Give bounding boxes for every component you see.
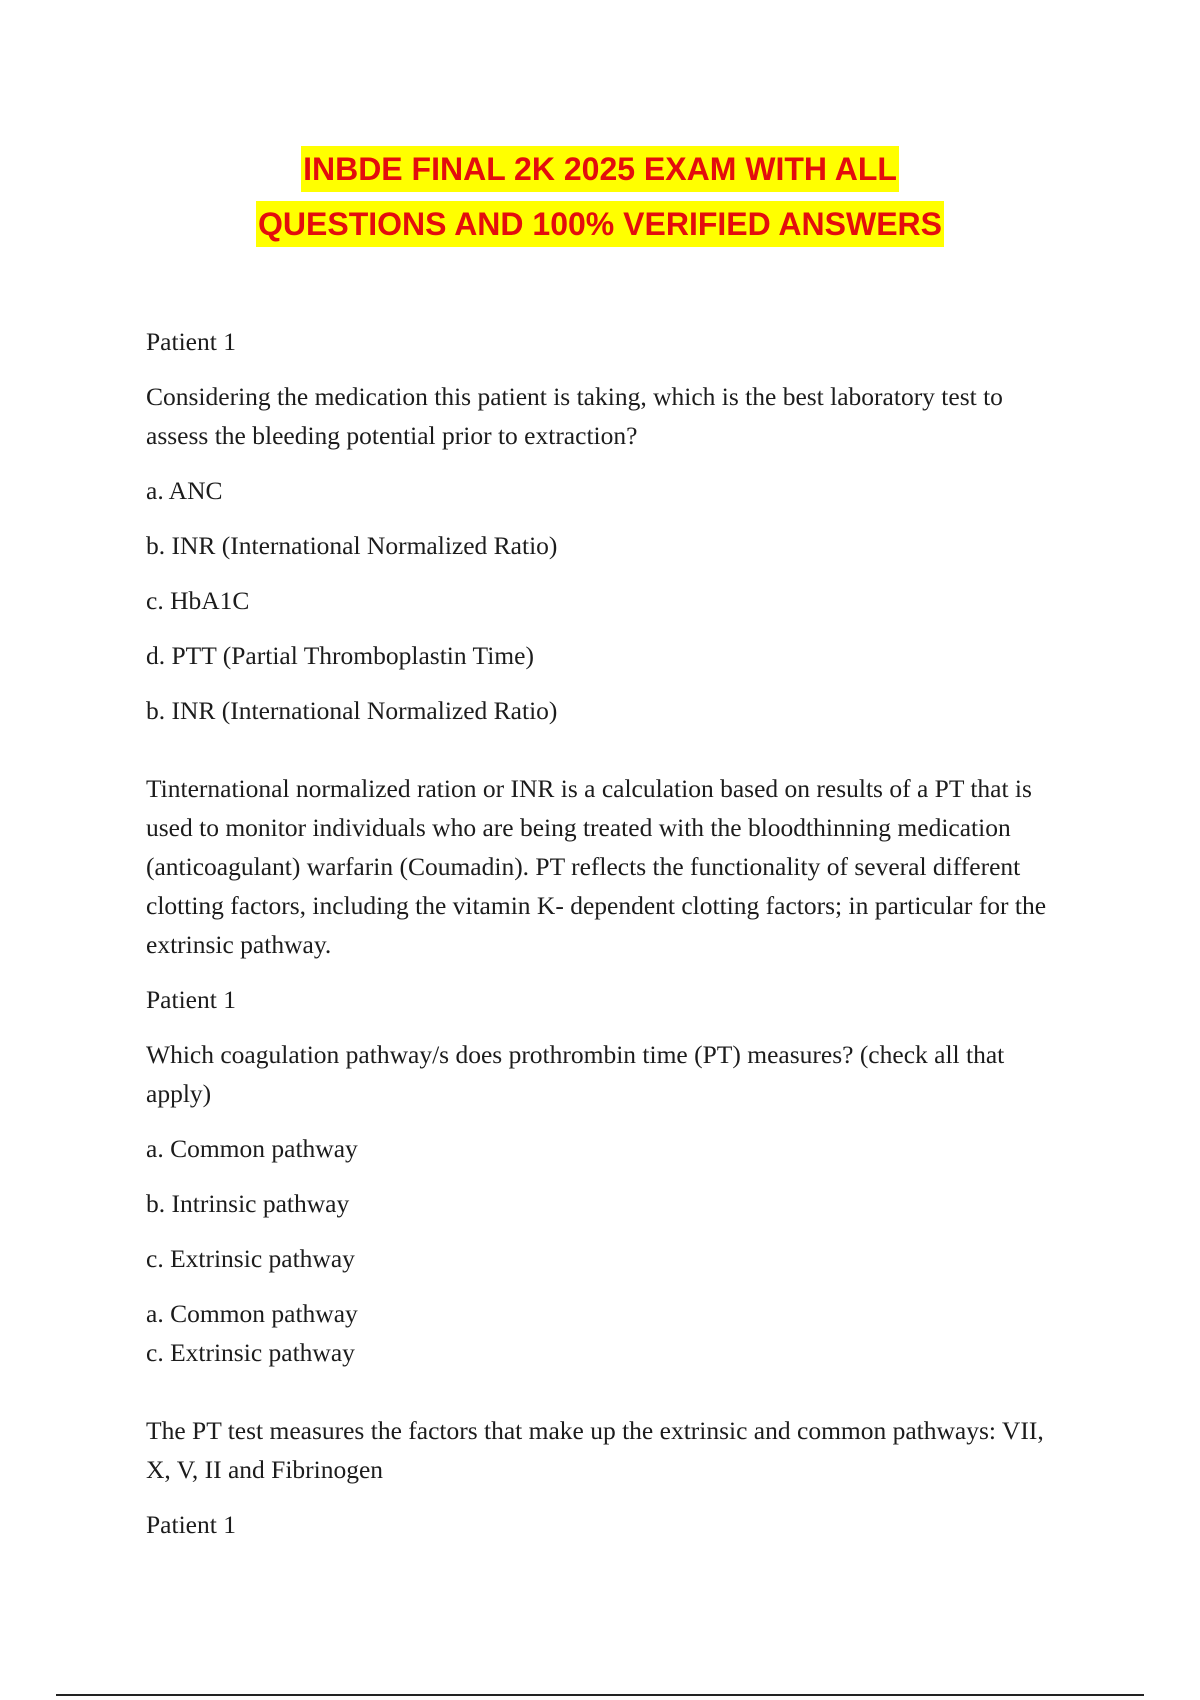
option-b: b. Intrinsic pathway — [146, 1189, 350, 1218]
document-body — [146, 322, 1066, 1544]
option-c: c. Extrinsic pathway — [146, 1244, 355, 1273]
answer-line: c. Extrinsic pathway — [146, 1338, 355, 1367]
question-text: Which coagulation pathway/s does prothrombin time (PT) measures? (check all that apply) — [146, 1040, 1005, 1108]
explanation-text: The PT test measures the factors that make up the extrinsic and common pathways: VII, X, V, II and Fibrinogen — [146, 1416, 1044, 1484]
answer-line: b. INR (International Normalized Ratio) — [146, 696, 558, 725]
option-c: c. HbA1C — [146, 586, 250, 615]
option-a: a. Common pathway — [146, 1134, 358, 1163]
answer-line: a. Common pathway — [146, 1299, 358, 1328]
option-a: a. ANC — [146, 476, 223, 505]
patient-label: Patient 1 — [146, 985, 236, 1014]
page-bottom-divider — [56, 1694, 1144, 1696]
question-text: Considering the medication this patient is taking, which is the best laboratory test to assess the bleeding potential prior to extraction? — [146, 382, 1003, 450]
patient-label: Patient 1 — [146, 327, 236, 356]
option-b: b. INR (International Normalized Ratio) — [146, 531, 558, 560]
document-title — [0, 146, 1200, 256]
explanation-text: Tinternational normalized ration or INR is a calculation based on results of a PT that is used to monitor individuals who are being treated with the bloodthinning medication (anticoagulant) warfarin (Coumadin). PT reflects the functionality of several different clotting factors, including the vitamin K- dependent clotting factors; in particular for the extrinsic pathway. — [146, 774, 1047, 959]
option-d: d. PTT (Partial Thromboplastin Time) — [146, 641, 534, 670]
title-line-2: QUESTIONS AND 100% VERIFIED ANSWERS — [256, 201, 944, 247]
patient-label: Patient 1 — [146, 1510, 236, 1539]
title-line-1: INBDE FINAL 2K 2025 EXAM WITH ALL — [301, 146, 899, 192]
